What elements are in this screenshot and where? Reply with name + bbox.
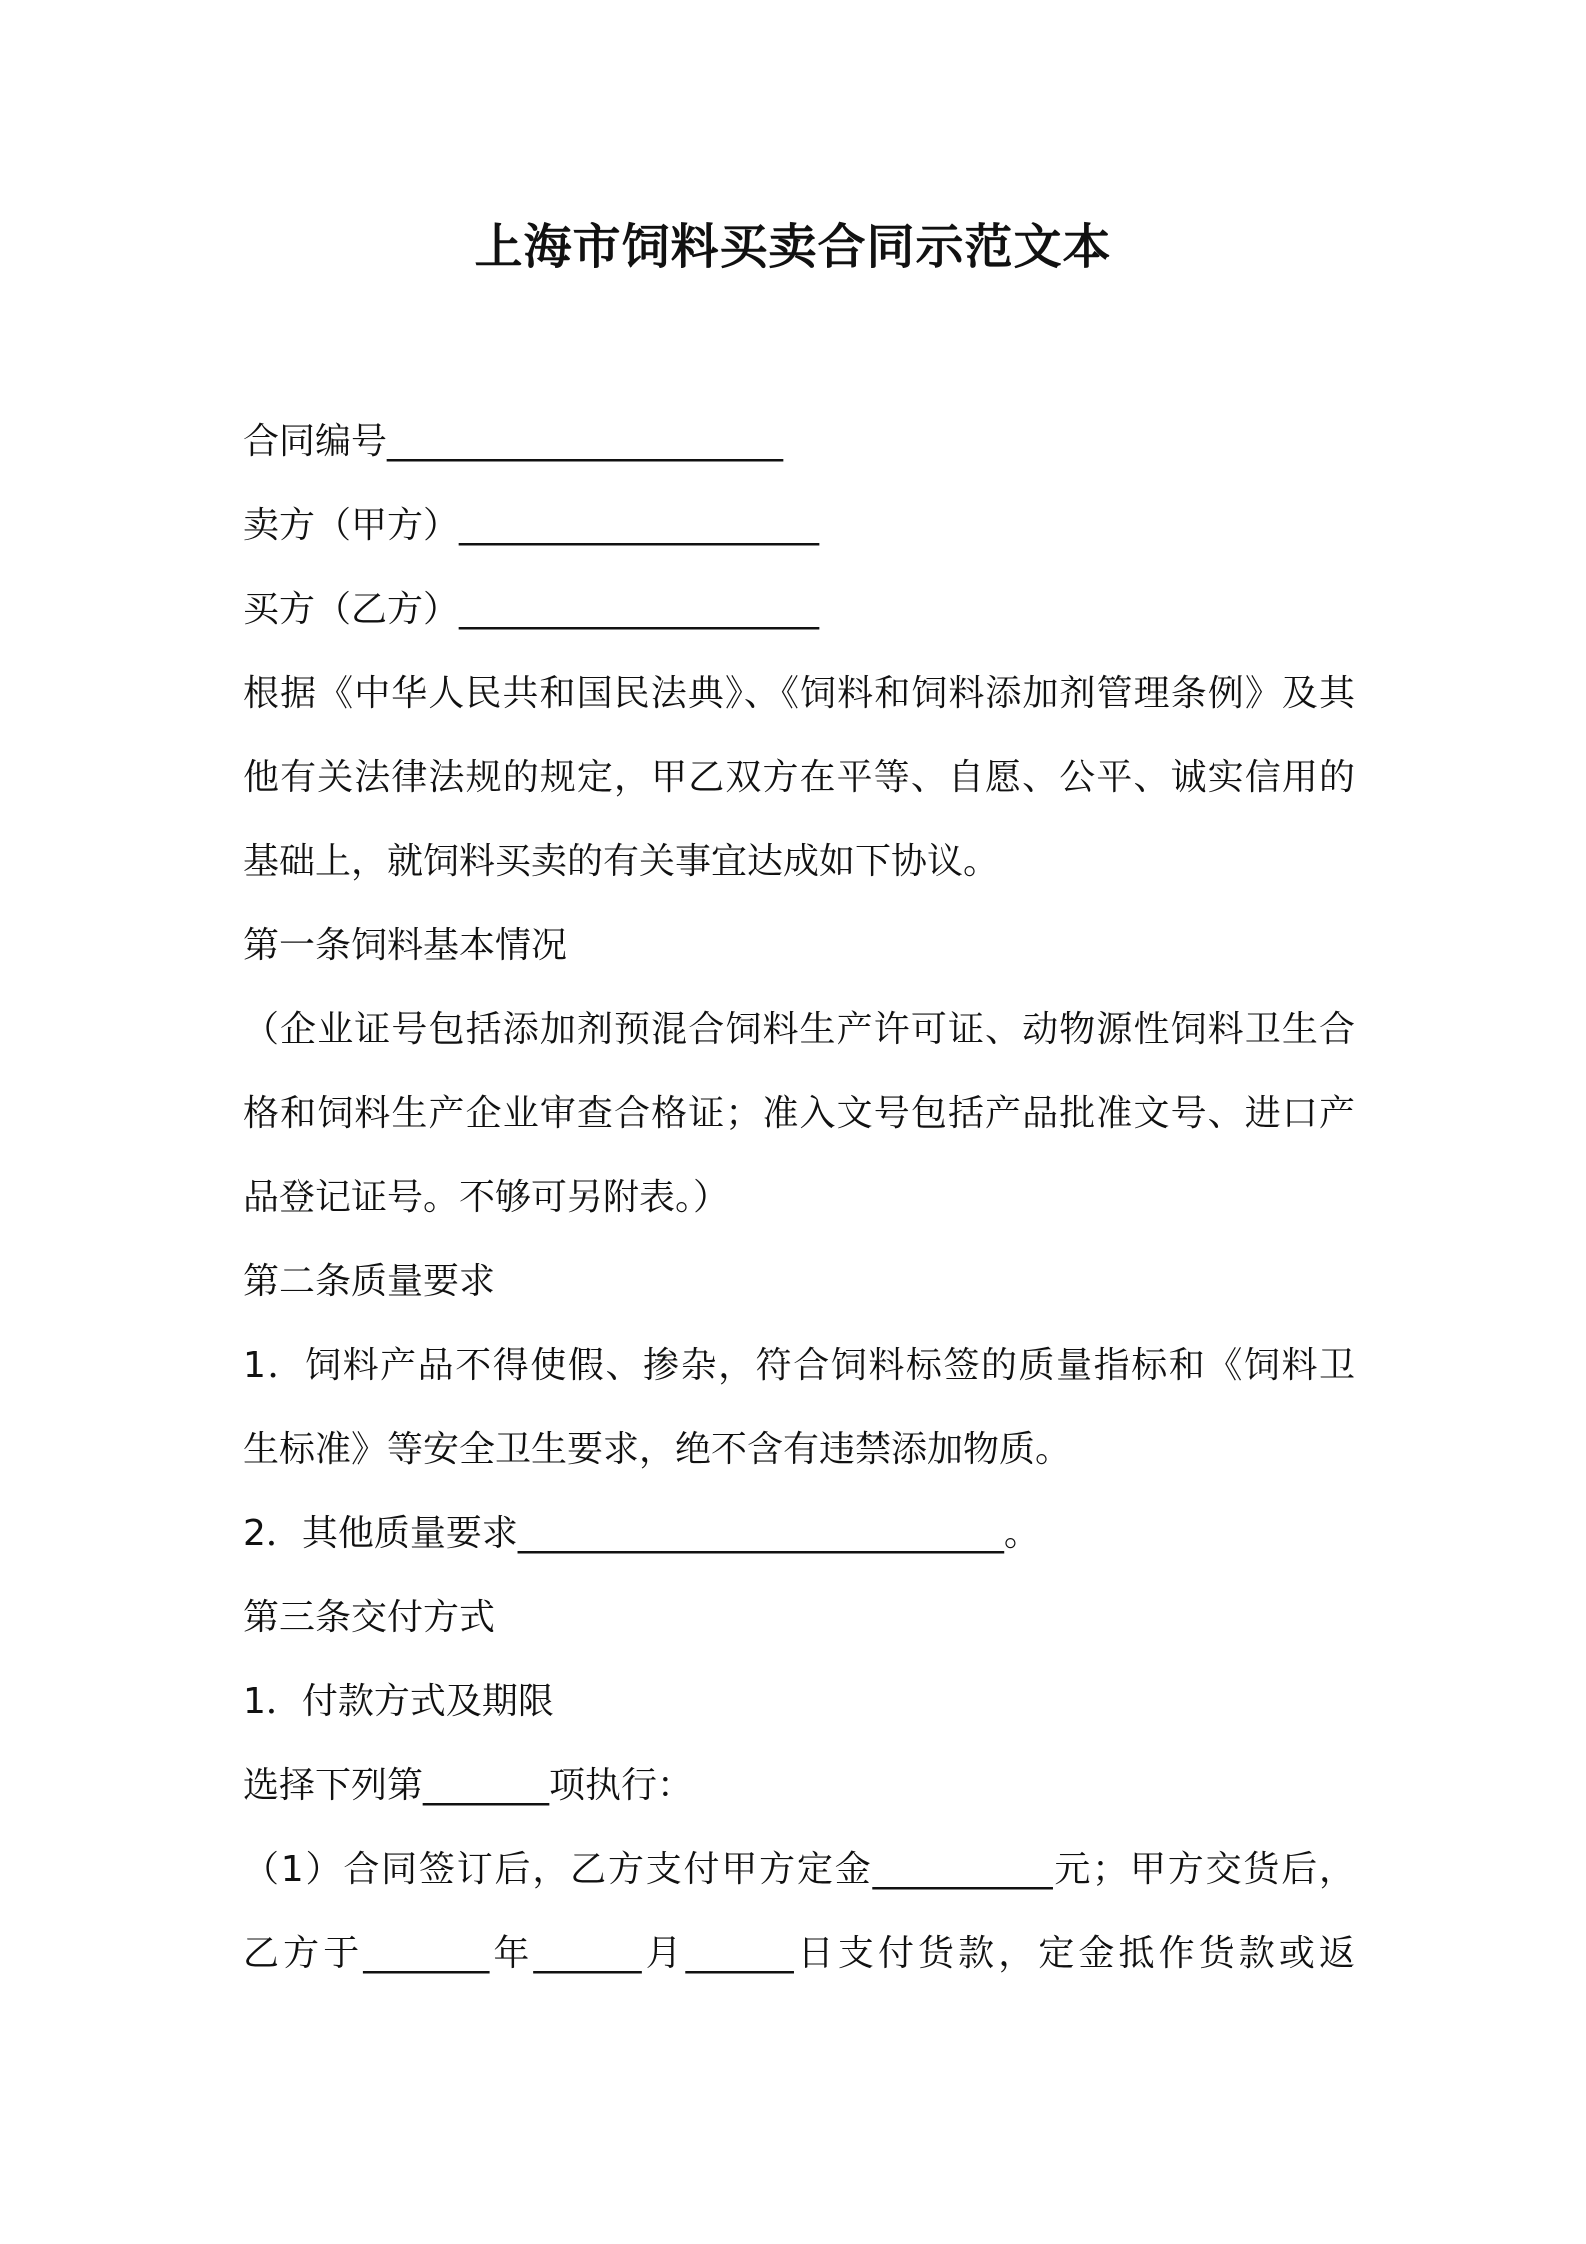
article-3-item-1: 1．付款方式及期限: [243, 1681, 554, 1722]
article-2-item-1-line-2: 生标准》等安全卫生要求，绝不含有违禁添加物质。: [243, 1429, 1072, 1470]
article-2-item-2: 2．其他质量要求___________________________。: [243, 1513, 1040, 1554]
option-1-line-2: 乙方于_______年______月______日支付货款，定金抵作货款或返: [243, 1933, 1355, 1974]
buyer-line: 买方（乙方）____________________: [243, 589, 820, 630]
article-2-item-1-line-1: 1．饲料产品不得使假、掺杂，符合饲料标签的质量指标和《饲料卫: [243, 1345, 1355, 1386]
preamble-line-2: 他有关法律法规的规定，甲乙双方在平等、自愿、公平、诚实信用的: [243, 757, 1355, 798]
article-1-note-line-3: 品登记证号。不够可另附表。）: [243, 1177, 730, 1218]
article-1-note-line-2: 格和饲料生产企业审查合格证；准入文号包括产品批准文号、进口产: [243, 1093, 1355, 1134]
seller-line: 卖方（甲方）____________________: [243, 505, 820, 546]
document-title: 上海市饲料买卖合同示范文本: [474, 219, 1112, 275]
document-body: [243, 400, 1355, 1996]
preamble-line-3: 基础上，就饲料买卖的有关事宜达成如下协议。: [243, 841, 1000, 882]
option-select-line: 选择下列第_______项执行：: [243, 1765, 694, 1806]
option-1-line-1: （1）合同签订后，乙方支付甲方定金__________元；甲方交货后，: [243, 1849, 1355, 1890]
article-1-note-line-1: （企业证号包括添加剂预混合饲料生产许可证、动物源性饲料卫生合: [243, 1009, 1355, 1050]
article-1-heading: 第一条饲料基本情况: [243, 925, 568, 966]
contract-number-line: 合同编号______________________: [243, 421, 784, 462]
preamble-line-1: 根据《中华人民共和国民法典》、《饲料和饲料添加剂管理条例》及其: [243, 673, 1355, 714]
article-3-heading: 第三条交付方式: [243, 1597, 496, 1638]
article-2-heading: 第二条质量要求: [243, 1261, 496, 1302]
